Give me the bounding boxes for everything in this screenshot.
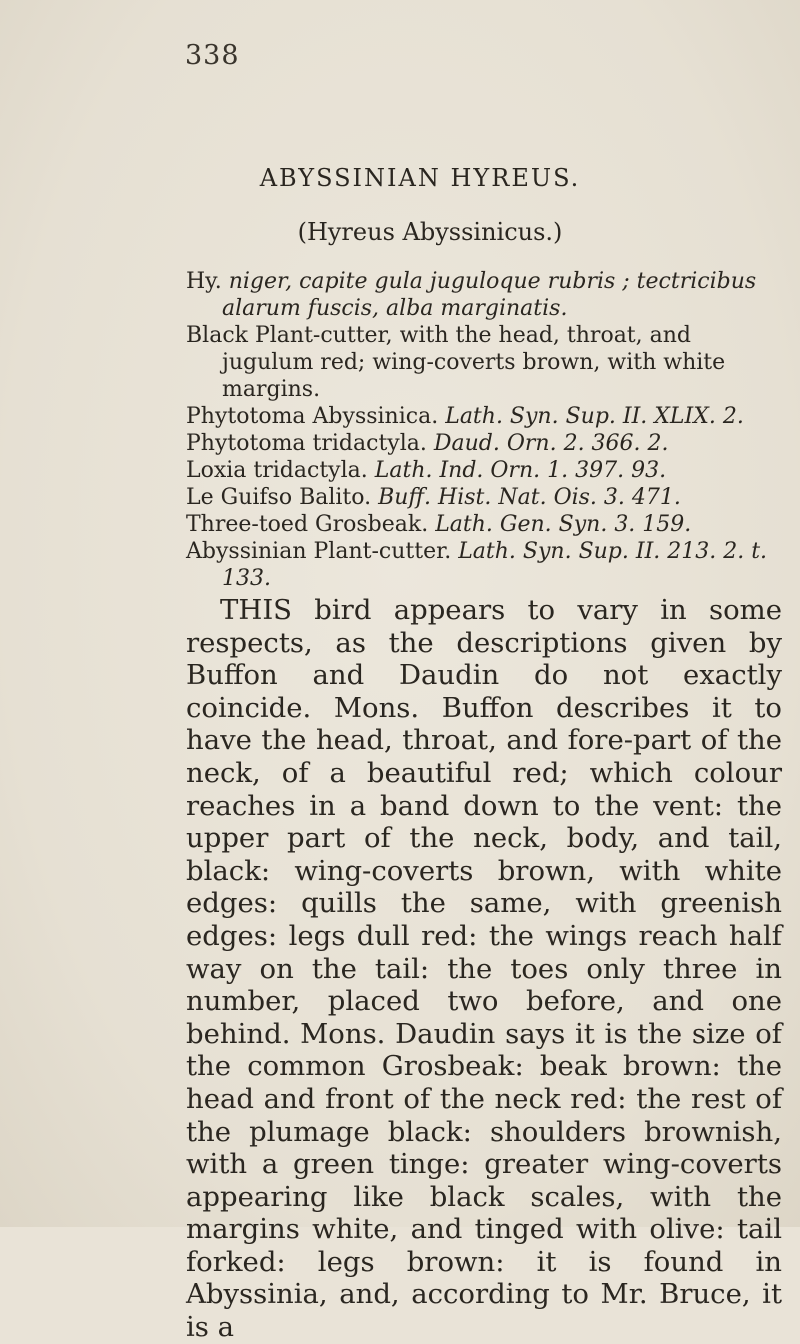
synonymy-lead: Abyssinian Plant-cutter. bbox=[186, 539, 452, 564]
synonymy-entry bbox=[186, 322, 776, 403]
synonymy-lead: Le Guifso Balito. bbox=[186, 485, 372, 510]
species-latin-name: (Hyreus Abyssinicus.) bbox=[297, 218, 563, 246]
description-body bbox=[186, 594, 782, 1344]
species-title: ABYSSINIAN HYREUS. bbox=[259, 164, 581, 192]
synonymy-text: with the head, throat, and jugulum red; wing-coverts brown, with white margins. bbox=[222, 323, 726, 402]
synonymy-entry bbox=[186, 268, 776, 322]
synonymy-text: Lath. Syn. Sup. II. 213. 2. t. 133. bbox=[222, 539, 768, 591]
synonymy-entry bbox=[186, 457, 776, 484]
synonymy-lead: Phytotoma Abyssinica. bbox=[186, 404, 439, 429]
synonymy-text: Lath. Syn. Sup. II. XLIX. 2. bbox=[445, 404, 744, 429]
synonymy-text: Daud. Orn. 2. 366. 2. bbox=[433, 431, 669, 456]
synonymy-text: Buff. Hist. Nat. Ois. 3. 471. bbox=[378, 485, 681, 510]
synonymy-lead: Hy. bbox=[186, 269, 222, 294]
synonymy-text: Lath. Gen. Syn. 3. 159. bbox=[435, 512, 692, 537]
synonymy-lead: Three-toed Grosbeak. bbox=[186, 512, 429, 537]
description-paragraph: THIS bird appears to vary in some respects, as the descriptions given by Buffon and Daudin do not exactly coincide. Mons. Buffon describes it to have the head, throat, and fore-part of the neck, of a beautiful red; which colour reaches in a band down to the vent: the upper part of the neck, body, and tail, black: wing-coverts brown, with white edges: quills the same, with greenish edges: legs dull red: the wings reach half way on the tail: the toes only three in number, placed two before, and one behind. Mons. Daudin says it is the size of the common Grosbeak: beak brown: the head and front of the neck red: the rest of the plumage black: shoulders brownish, with a green tinge: greater wing-coverts appearing like black scales, with the margins white, and tinged with olive: tail forked: legs brown: it is found in Abyssinia, and, according to Mr. Bruce, it is a bbox=[186, 594, 782, 1344]
synonymy-entry bbox=[186, 403, 776, 430]
synonymy-text: niger, capite gula juguloque rubris ; tectricibus alarum fuscis, alba marginatis. bbox=[222, 269, 757, 321]
synonymy-entry bbox=[186, 538, 776, 592]
synonymy-entry bbox=[186, 511, 776, 538]
synonymy-text: Lath. Ind. Orn. 1. 397. 93. bbox=[374, 458, 667, 483]
synonymy-list bbox=[186, 268, 776, 592]
page-number: 338 bbox=[185, 40, 240, 71]
synonymy-entry bbox=[186, 484, 776, 511]
synonymy-entry bbox=[186, 430, 776, 457]
synonymy-lead: Black Plant-cutter, bbox=[186, 323, 393, 348]
synonymy-lead: Phytotoma tridactyla. bbox=[186, 431, 427, 456]
synonymy-lead: Loxia tridactyla. bbox=[186, 458, 368, 483]
